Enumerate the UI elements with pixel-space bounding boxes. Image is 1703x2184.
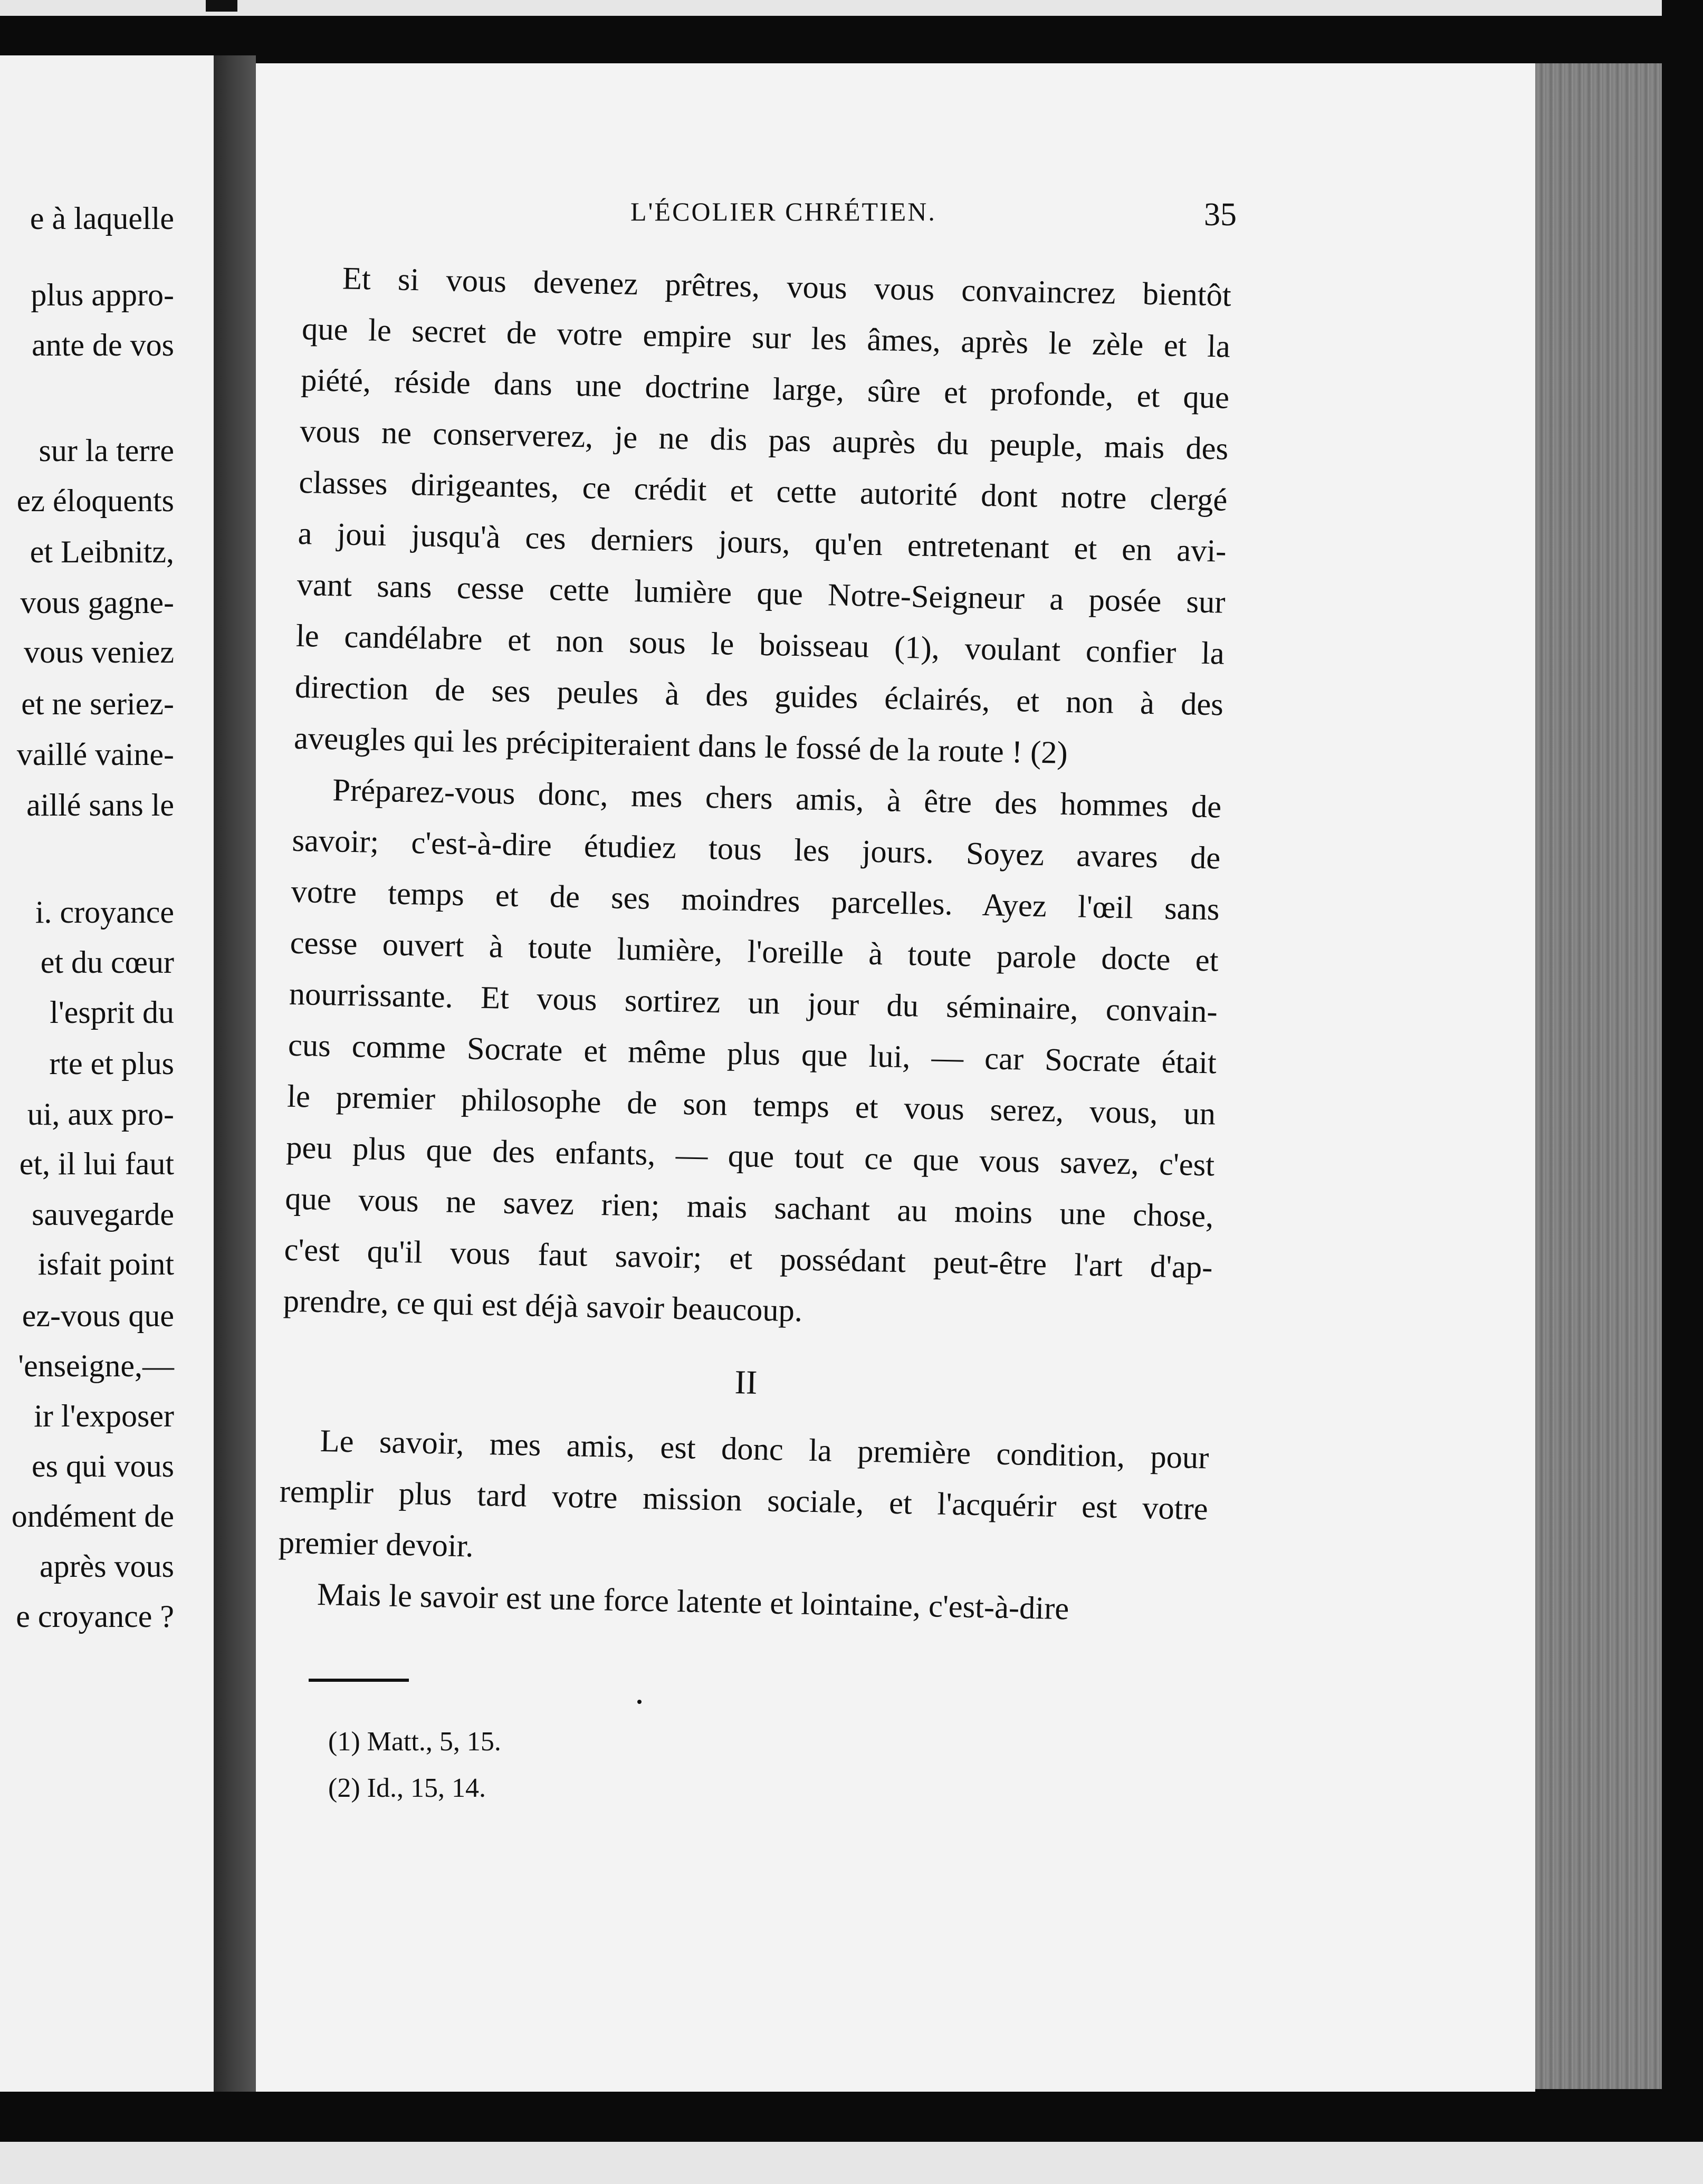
facing-page-line: sur la terre (39, 433, 174, 468)
facing-page-line: l'esprit du (50, 995, 174, 1030)
scan-right-border (1662, 0, 1703, 2184)
paragraph-3 (278, 1415, 1209, 1586)
text-line: premier devoir. (278, 1525, 474, 1564)
text-line: Le savoir, mes amis, est donc la première condition, pour (320, 1423, 1210, 1476)
facing-page-left (0, 55, 214, 2092)
text-line: que le secret de votre empire sur les âmes, après le zèle et la (301, 311, 1231, 365)
text-line: que vous ne savez rien; mais sachant au moins une chose, (284, 1181, 1214, 1234)
text-line: c'est qu'il vous faut savoir; et possédant peut-être l'art d'ap- (284, 1232, 1213, 1286)
facing-page-line: ir l'exposer (34, 1398, 174, 1433)
running-head: L'ÉCOLIER CHRÉTIEN. (630, 197, 936, 226)
book-gutter (214, 55, 256, 2092)
text-line: remplir plus tard votre mission sociale, et l'acquérir est votre (279, 1473, 1209, 1527)
text-line: nourrissante. Et vous sortirez un jour du séminaire, convain- (289, 976, 1218, 1030)
text-line: votre temps et de ses moindres parcelles. Ayez l'œil sans (291, 874, 1220, 927)
text-line: piété, réside dans une doctrine large, sûre et profonde, et que (300, 362, 1230, 416)
facing-page-line: et ne seriez- (21, 686, 174, 721)
facing-page-line: vous veniez (24, 635, 174, 669)
facing-page-line: vaillé vaine- (16, 737, 174, 772)
facing-page-line: i. croyance (35, 895, 174, 930)
scan-mark (206, 0, 237, 12)
facing-page-line: ez-vous que (22, 1298, 174, 1333)
page-number: 35 (1204, 197, 1237, 233)
facing-page-line: ez éloquents (16, 483, 174, 518)
text-line: cesse ouvert à toute lumière, l'oreille à toute parole docte et (290, 925, 1219, 979)
page-edge-strip (1535, 63, 1662, 2089)
body-text (277, 252, 1231, 1637)
facing-page-line: rte et plus (49, 1046, 174, 1081)
facing-page-line: vous gagne- (20, 585, 174, 620)
facing-page-line: et, il lui faut (19, 1146, 174, 1181)
paragraph-2 (283, 764, 1222, 1345)
text-line: aveugles qui les précipiteraient dans le fossé de la route ! (2) (293, 720, 1068, 771)
text-line: savoir; c'est-à-dire étudiez tous les jours. Soyez avares de (291, 822, 1221, 876)
facing-page-line: plus appro- (31, 277, 174, 312)
facing-page-line: e croyance ? (16, 1599, 174, 1634)
text-line: le candélabre et non sous le boisseau (1), voulant confier la (295, 618, 1225, 672)
facing-page-line: ondément de (11, 1499, 174, 1534)
facing-page-line: après vous (40, 1549, 174, 1584)
footnote-rule (309, 1679, 409, 1682)
footnote-1: (1) Matt., 5, 15. (328, 1727, 501, 1757)
section-heading: II (734, 1363, 758, 1401)
text-line: prendre, ce qui est déjà savoir beaucoup. (283, 1283, 803, 1329)
facing-page-line: 'enseigne,— (18, 1348, 174, 1383)
text-line: cus comme Socrate et même plus que lui, — car Socrate était (288, 1027, 1217, 1081)
facing-page-line: ante de vos (32, 328, 174, 362)
facing-page-line: e à laquelle (30, 201, 174, 236)
footnote-2: (2) Id., 15, 14. (328, 1773, 486, 1803)
text-line: Préparez-vous donc, mes chers amis, à être des hommes de (332, 772, 1222, 825)
facing-page-line: et du cœur (40, 945, 174, 980)
scan-top-margin (0, 0, 1703, 16)
footnotes (328, 1719, 501, 1812)
facing-page-line: isfait point (37, 1247, 174, 1281)
text-line: peu plus que des enfants, — que tout ce que vous savez, c'est (285, 1129, 1215, 1183)
facing-page-line: aillé sans le (26, 788, 174, 822)
text-line: vous ne conserverez, je ne dis pas auprès du peuple, mais des (299, 413, 1229, 467)
facing-page-line: sauvegarde (32, 1197, 174, 1232)
ink-speck (637, 1700, 642, 1704)
facing-page-line: es qui vous (32, 1449, 174, 1483)
text-line: vant sans cesse cette lumière que Notre-Seigneur a posée sur (296, 567, 1226, 620)
paragraph-1 (293, 252, 1231, 782)
facing-page-line: ui, aux pro- (27, 1097, 174, 1132)
scan-bottom-margin (0, 2142, 1703, 2184)
text-line: Et si vous devenez prêtres, vous vous convaincrez bientôt (342, 261, 1232, 313)
text-line: Mais le savoir est une force latente et lointaine, c'est-à-dire (317, 1576, 1069, 1627)
facing-page-line: et Leibnitz, (30, 534, 174, 569)
text-line: classes dirigeantes, ce crédit et cette autorité dont notre clergé (298, 464, 1228, 518)
text-line: direction de ses peules à des guides éclairés, et non à des (294, 669, 1224, 723)
text-line: a joui jusqu'à ces derniers jours, qu'en entretenant et en avi- (298, 515, 1227, 569)
text-line: le premier philosophe de son temps et vous serez, vous, un (286, 1078, 1216, 1132)
